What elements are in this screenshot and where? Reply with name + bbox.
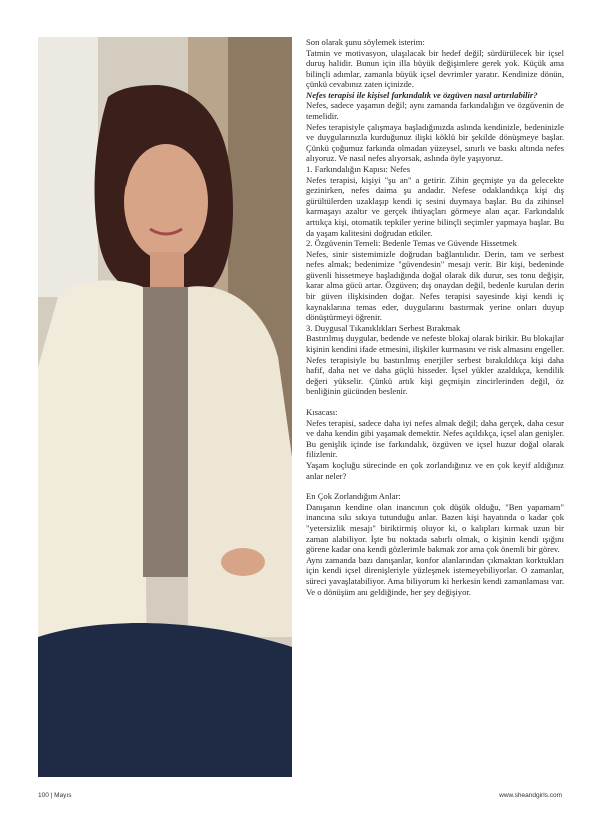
article-column	[306, 37, 564, 597]
answer-paragraph: Nefes terapisiyle çalışmaya başladığınızda aslında kendinizle, bedeninizle ve duygularınızla kurduğunuz ilişki köklü bir şekilde dönüşmeye başlar. Çünkü çoğumuz farkında olmadan yüzeysel, sınırlı ve baskı altında nefes alıyoruz. Ve nasıl nefes alıyorsak, aslında öyle yaşıyoruz.	[306, 121, 564, 164]
subheading: 3. Duygusal Tıkanıklıkları Serbest Bırakmak	[306, 322, 461, 333]
portrait-photo	[38, 37, 292, 777]
website-link[interactable]: www.sheandgirls.com	[499, 792, 562, 799]
interview-question: Nefes terapisi ile kişisel farkındalık ve özgüven nasıl artırılabilir?	[306, 89, 538, 100]
answer-paragraph: Nefes, sinir sistemimizle doğrudan bağlantılıdır. Derin, tam ve serbest nefes almak; bedenimize "güvendesin" mesajı verir. Bir kişi, bedeninde güvenli hissetmeye başladığında doğal olarak dik durur, ses tonu değişir, karar alma gücü artar. Özgüven; dış onaydan değil, bedenle kurulan derin bir güven ilişkisinden doğar. Nefes terapisi sayesinde kişi kendi iç kaynaklarına temas eder, duygularını bastırmak yerine onları duyup dönüştürmeyi öğrenir.	[306, 248, 564, 323]
intro-paragraph: Tatmin ve motivasyon, ulaşılacak bir hedef değil; sürdürülecek bir içsel duruş halidir. Bunun için illa büyük değişimlere gerek yok. Küçük ama bilinçli adımlar, zamanla büyük içsel devrimler yaratır. Kendinize dönün, çünkü cevabınız zaten içinizde.	[306, 47, 564, 90]
summary-paragraph: Nefes terapisi, sadece daha iyi nefes almak değil; daha gerçek, daha cesur ve daha kendin gibi yaşamak demektir. Nefes açıldıkça, içsel alan genişler. Bu genişlik içinde ise farkındalık, özgüven ve içsel huzur doğal olarak filizlenir.	[306, 417, 564, 460]
answer-paragraph: Bastırılmış duygular, bedende ve nefeste blokaj olarak birikir. Bu blokajlar kişinin kendini ifade etmesini, ilişkiler kurmasını ve risk almasını engeller. Nefes terapisiyle bu bastırılmış enerjiler serbest bırakıldıkça kişi daha hafif, daha net ve daha güçlü hisseder. İçsel yükler azaldıkça, kendilik değeri yükselir. Çünkü artık kişi geçmişin zincirlerinden değil, öz benliğinin gücünden beslenir.	[306, 333, 564, 397]
subheading: 1. Farkındalığın Kapısı: Nefes	[306, 163, 411, 174]
spacer	[306, 481, 564, 491]
page-number: 100 | Mayıs	[38, 792, 72, 799]
portrait-illustration	[38, 37, 292, 777]
summary-question: Yaşam koçluğu sürecinde en çok zorlandığınız ve en çok keyif aldığınız anlar neler?	[306, 459, 564, 481]
section-paragraph: Aynı zamanda bazı danışanlar, konfor alanlarından çıkmaktan korktukları için kendi içsel direnişleriyle yüzleşmek istemeyebiliyorlar. O zamanlar, süreci yavaşlatabiliyor. Ama biliyorum ki herkesin kendi zamanlaması var. Ve o dönüşüm anı geldiğinde, her şey değişiyor.	[306, 554, 564, 597]
intro-lead: Son olarak şunu söylemek isterim:	[306, 37, 425, 47]
subheading: 2. Özgüvenin Temeli: Bedenle Temas ve Güvende Hissetmek	[306, 238, 517, 249]
section-paragraph: Danışanın kendine olan inancının çok düşük olduğu, "Ben yapamam" inancına sıkı sıkıya tutunduğu anlar. Bazen kişi hayatında o kadar çok "yetersizlik mesajı" biriktirmiş oluyor ki, o kalıpları kırmak uzun bir zaman alabiliyor. İşte bu noktada sabırlı olmak, o kişinin kendi ışığını görene kadar ona kendi gözlerimle bakmak zor ama çok önemli bir görev.	[306, 501, 564, 555]
section-title: En Çok Zorlandığım Anlar:	[306, 491, 401, 502]
answer-paragraph: Nefes terapisi, kişiyi "şu an" a getirir. Zihin geçmişte ya da gelecekte gezinirken, nefes daima şu andadır. Nefese odaklandıkça kişi dış gürültülerden uzaklaşıp kendi iç sesini duymaya başlar. Bu da zihinsel karmaşayı azaltır ve gerçek ihtiyaçları görmeye alan açar. Farkındalık arttıkça kişi, otomatik tepkiler yerine bilinçli seçimler yapmaya başlar. Bu da yaşam kalitesini doğrudan etkiler.	[306, 174, 564, 238]
summary-label: Kısacası:	[306, 407, 338, 417]
answer-paragraph: Nefes, sadece yaşamın değil; aynı zamanda farkındalığın ve özgüvenin de temelidir.	[306, 100, 564, 121]
spacer	[306, 397, 564, 407]
